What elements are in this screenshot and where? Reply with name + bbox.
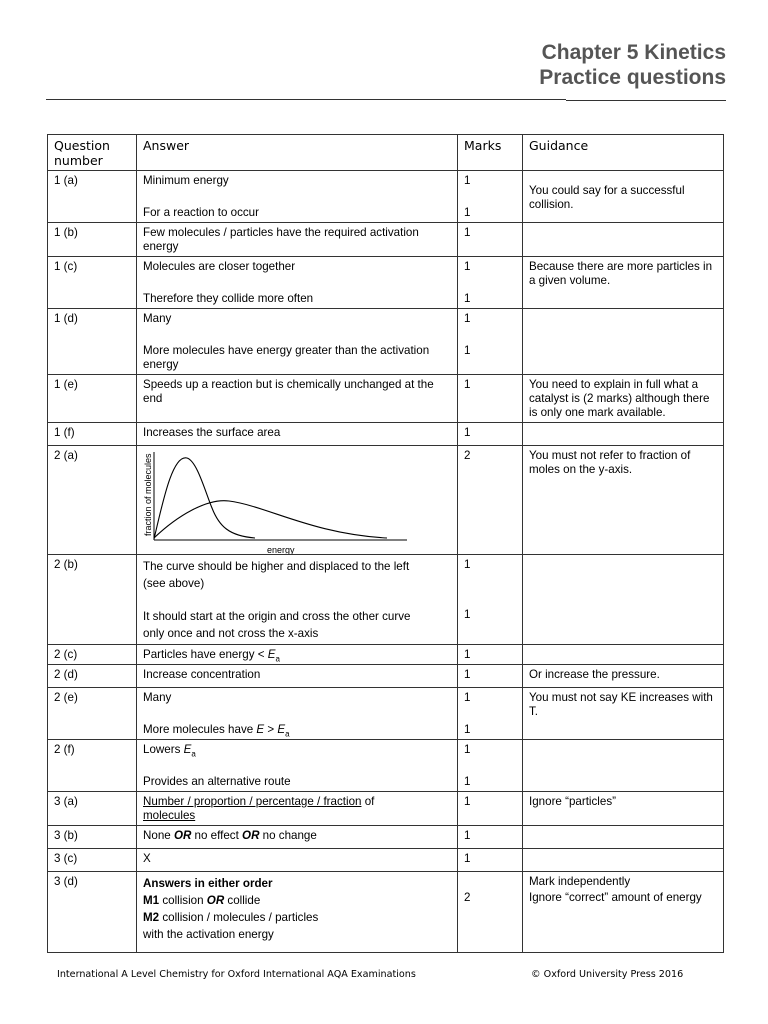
section-title: Practice questions <box>539 66 726 89</box>
chapter-title: Chapter 5 Kinetics <box>541 41 726 64</box>
mark: 1 <box>464 312 471 325</box>
table-row <box>48 792 724 826</box>
mark: 1 <box>464 174 471 187</box>
answer-text: collision / molecules / particles <box>159 911 319 924</box>
answer-line <box>143 909 451 926</box>
y-axis-label: fraction of molecules <box>143 453 153 536</box>
guidance-cell <box>523 826 724 849</box>
table-row <box>48 665 724 688</box>
guidance-cell <box>523 171 724 223</box>
guidance-cell: Or increase the pressure. <box>523 665 724 688</box>
table-row <box>48 171 724 223</box>
symbol-e: E <box>267 648 276 661</box>
guidance-cell <box>523 423 724 446</box>
or-keyword: OR <box>242 829 260 842</box>
answer-text: of <box>361 795 375 808</box>
guidance-cell: Ignore “particles” <box>523 792 724 826</box>
mark: 1 <box>464 691 471 704</box>
header-marks: Marks <box>458 135 523 171</box>
underlined-answer: Number / proportion / percentage / fraction <box>143 795 362 808</box>
guidance-cell <box>523 645 724 665</box>
question-number: 2 (e) <box>48 688 137 740</box>
marks-cell <box>458 872 523 953</box>
answer-cell <box>137 555 458 645</box>
guidance-cell: Because there are more particles in a given volume. <box>523 257 724 309</box>
answer-line <box>143 743 451 757</box>
question-number: 1 (e) <box>48 375 137 423</box>
answer-cell: Increases the surface area <box>137 423 458 446</box>
answer-line: Therefore they collide more often <box>143 292 314 305</box>
guidance-cell: You must not refer to fraction of moles on the y-axis. <box>523 446 724 555</box>
answer-cell <box>137 872 458 953</box>
answer-line <box>143 795 451 809</box>
mark: 1 <box>464 558 471 571</box>
answer-text: no effect <box>191 829 243 842</box>
answer-cell <box>137 171 458 223</box>
marks-cell <box>458 309 523 375</box>
marks-cell: 1 <box>458 792 523 826</box>
answer-cell <box>137 826 458 849</box>
answer-line: For a reaction to occur <box>143 206 259 219</box>
underlined-answer: molecules <box>143 809 196 822</box>
answer-line: Minimum energy <box>143 174 229 187</box>
answer-line: Molecules are closer together <box>143 260 296 273</box>
header-rule-right <box>566 100 726 101</box>
question-number: 1 (d) <box>48 309 137 375</box>
answer-cell <box>137 645 458 665</box>
mark: 1 <box>464 292 471 305</box>
answer-line: More molecules have energy greater than the activation energy <box>143 344 430 371</box>
answer-line: The curve should be higher and displaced to the left (see above) <box>143 560 410 590</box>
marks-cell: 1 <box>458 223 523 257</box>
marks-cell: 1 <box>458 665 523 688</box>
subscript-a: a <box>275 654 280 664</box>
answer-line <box>143 892 451 909</box>
x-axis-label: energy <box>267 545 295 554</box>
page-header <box>539 40 726 90</box>
answer-text: More molecules have <box>143 723 257 736</box>
footer-copyright: © Oxford University Press 2016 <box>531 969 684 980</box>
m2-label: M2 <box>143 911 160 924</box>
table-row <box>48 309 724 375</box>
table-row <box>48 826 724 849</box>
question-number: 2 (d) <box>48 665 137 688</box>
table-row <box>48 223 724 257</box>
answer-line: It should start at the origin and cross the other curve only once and not cross the x-axis <box>143 610 411 640</box>
guidance-cell <box>523 309 724 375</box>
question-number: 3 (b) <box>48 826 137 849</box>
or-keyword: OR <box>206 894 225 907</box>
table-row <box>48 375 724 423</box>
answer-text: Particles have energy < <box>143 648 268 661</box>
table-row <box>48 446 724 555</box>
answer-line: Many <box>143 312 172 325</box>
marks-cell: 1 <box>458 849 523 872</box>
question-number: 1 (f) <box>48 423 137 446</box>
answer-line: Many <box>143 691 172 704</box>
marks-cell <box>458 171 523 223</box>
answer-text: no change <box>259 829 317 842</box>
header-guidance: Guidance <box>523 135 724 171</box>
question-number: 2 (a) <box>48 446 137 555</box>
answer-text: collision <box>159 894 207 907</box>
answer-line <box>143 723 451 737</box>
answer-graph-cell <box>137 446 458 555</box>
symbol-e: E <box>277 723 286 736</box>
question-number: 1 (b) <box>48 223 137 257</box>
maxwell-boltzmann-graph <box>137 446 458 554</box>
table-row <box>48 849 724 872</box>
marks-cell <box>458 257 523 309</box>
answer-cell <box>137 257 458 309</box>
question-number: 2 (b) <box>48 555 137 645</box>
guidance-text: You could say for a successful collision. <box>529 184 685 211</box>
answer-cell <box>137 740 458 792</box>
marks-cell <box>458 555 523 645</box>
answer-cell: X <box>137 849 458 872</box>
table-row <box>48 688 724 740</box>
table-row <box>48 423 724 446</box>
question-number: 3 (a) <box>48 792 137 826</box>
symbol-e: E <box>256 723 265 736</box>
table-row <box>48 645 724 665</box>
marks-cell <box>458 740 523 792</box>
header-question-number: Question number <box>48 135 137 171</box>
table-row <box>48 740 724 792</box>
mark: 1 <box>464 723 471 736</box>
mark: 2 <box>464 891 471 904</box>
guidance-cell: You need to explain in full what a catalyst is (2 marks) although there is only one mark available. <box>523 375 724 423</box>
answer-text: Lowers <box>143 743 184 756</box>
subscript-a: a <box>285 729 290 739</box>
answer-text: None <box>143 829 174 842</box>
answer-cell <box>137 688 458 740</box>
curve-lower-temperature <box>154 458 255 539</box>
answer-cell: Speeds up a reaction but is chemically unchanged at the end <box>137 375 458 423</box>
question-number: 1 (c) <box>48 257 137 309</box>
mark: 1 <box>464 743 471 756</box>
answer-line: Provides an alternative route <box>143 775 291 788</box>
question-number: 3 (d) <box>48 872 137 953</box>
guidance-cell <box>523 849 724 872</box>
mark: 1 <box>464 775 471 788</box>
symbol-e: E <box>183 743 192 756</box>
answer-cell <box>137 792 458 826</box>
guidance-cell: You must not say KE increases with T. <box>523 688 724 740</box>
header-rule <box>46 99 566 100</box>
table-row <box>48 872 724 953</box>
header-answer: Answer <box>137 135 458 171</box>
mark: 1 <box>464 344 471 357</box>
subscript-a: a <box>191 749 196 759</box>
marks-cell: 2 <box>458 446 523 555</box>
question-number: 2 (f) <box>48 740 137 792</box>
answer-line <box>143 809 451 823</box>
marks-cell: 1 <box>458 423 523 446</box>
mark: 1 <box>464 206 471 219</box>
answer-text: collide <box>224 894 261 907</box>
guidance-cell <box>523 555 724 645</box>
marks-cell: 1 <box>458 645 523 665</box>
table-row <box>48 257 724 309</box>
marks-cell <box>458 688 523 740</box>
question-number: 2 (c) <box>48 645 137 665</box>
or-keyword: OR <box>173 829 192 842</box>
guidance-text: Ignore “correct” amount of energy <box>529 891 702 904</box>
answer-line: with the activation energy <box>143 928 274 941</box>
marks-cell: 1 <box>458 375 523 423</box>
question-number: 3 (c) <box>48 849 137 872</box>
footer-book-title: International A Level Chemistry for Oxford International AQA Examinations <box>57 969 416 980</box>
table-row <box>48 555 724 645</box>
table-header-row <box>48 135 724 171</box>
mark: 1 <box>464 260 471 273</box>
curve-higher-temperature <box>154 501 387 538</box>
guidance-text: Mark independently <box>529 875 631 888</box>
question-number: 1 (a) <box>48 171 137 223</box>
guidance-cell <box>523 740 724 792</box>
mark-scheme-table <box>47 134 724 953</box>
answer-text: > <box>264 723 278 736</box>
m1-label: M1 <box>143 894 160 907</box>
guidance-cell <box>523 223 724 257</box>
marks-cell: 1 <box>458 826 523 849</box>
answer-cell: Increase concentration <box>137 665 458 688</box>
guidance-cell <box>523 872 724 953</box>
answer-cell <box>137 309 458 375</box>
answer-cell: Few molecules / particles have the required activation energy <box>137 223 458 257</box>
answer-heading: Answers in either order <box>143 877 273 890</box>
mark: 1 <box>464 608 471 621</box>
